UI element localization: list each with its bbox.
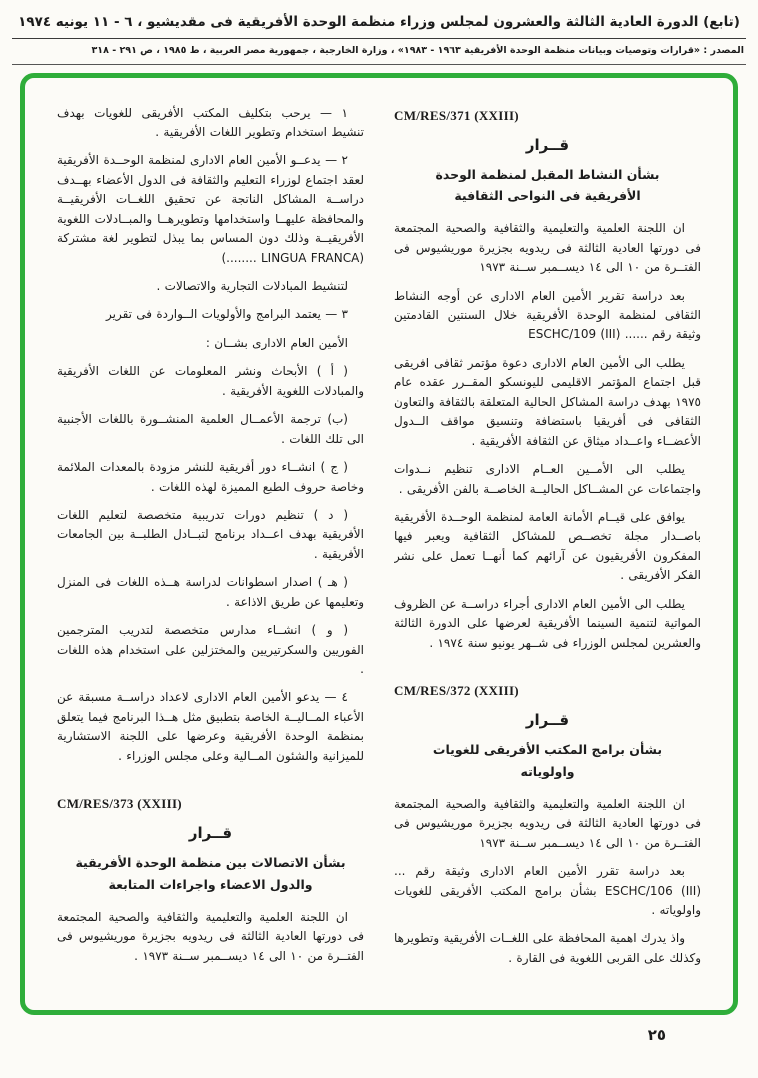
resolution-ref-372: CM/RES/372 (XXIII)	[394, 683, 519, 698]
resolution-subheading: بشأن الاتصالات بين منظمة الوحدة الأفريقية والدول الاعضاء واجراءات المتابعة	[75, 855, 346, 893]
header-title: (تابع) الدورة العادية الثالثة والعشرون لمجلس وزراء منظمة الوحدة الأفريقية فى مقديشيو ، ٦ - ١١ يونيه ١٩٧٤	[18, 14, 740, 30]
paragraph: واذ يدرك اهمية المحافظة على اللغــات الأفريقية وتطويرها وكذلك على القربى اللغوية فى القارة .	[394, 931, 701, 965]
paragraph: ٣ — يعتمد البرامج والأولويات الــواردة فى تقرير	[105, 307, 348, 322]
paragraph: ( أ ) الأبحاث ونشر المعلومات عن اللغات الأفريقية والمبادلات اللغوية الأفريقية .	[57, 364, 364, 398]
header-divider-top	[12, 38, 746, 39]
paragraph: ان اللجنة العلمية والتعليمية والثقافية والصحية المجتمعة فى دورتها العادية الثالثة فى ريدويه بجزيرة موريشيوس فى الفتــرة من ١٠ الى ١٤ ديســمبر ســنة ١٩٧٣	[394, 796, 701, 850]
paragraph: ( ج ) انشــاء دور أفريقية للنشر مزودة بالمعدات الملائمة وخاصة حروف الطبع المميزة لهذه اللغات .	[57, 460, 364, 494]
paragraph: يوافق على قيــام الأمانة العامة لمنظمة الوحــدة الأفريقية باصــدار مجلة تخصــص للمشاكل الثقافية ويعبر فيها المفكرون الأفريقيون عن آرائهم كما أنهــا تعمل على نشر الفكر الأفريقى .	[394, 509, 701, 583]
paragraph: ٢ — يدعــو الأمين العام الادارى لمنظمة الوحــدة الأفريقية لعقد اجتماع لوزراء التعليم والثقافة فى الدول الأعضاء بهــدف دراســة المشاكل الناتجة عن تحقيق اللغــات الأفريقيــة والمحافظة عليهــا واستخدامها وتطويرهــا والمبــادلات اللغوية الأفريقيــة وذلك دون المساس بما يبذل لتطوير لغة مشتركة (LINGUA FRANCA ........)	[57, 153, 364, 265]
paragraph: يطلب الى الأمــين العــام الادارى تنظيم نــدوات واجتماعات عن المشــاكل الحاليــة الخاصــة بالفن الأفريقى .	[394, 462, 701, 496]
resolution-heading: قــرار	[525, 135, 570, 154]
header-divider-bottom	[12, 64, 746, 65]
resolution-subheading: بشأن النشاط المقبل لمنظمة الوحدة الأفريقية فى النواحى الثقافية	[435, 166, 660, 204]
paragraph: (ب) ترجمة الأعمــال العلمية المنشــورة باللغات الأجنبية الى تلك اللغات .	[57, 412, 364, 446]
paragraph: يطلب الى الأمين العام الادارى دعوة مؤتمر ثقافى افريقى قبل اجتماع المؤتمر الاقليمى لليونسكو المقــرر عقده عام ١٩٧٥ بهدف دراسة المشاكل الحالية المتعلقة بالثقافة والتعاون الثقافى فى أفريقيا باستضافة وتنسيق مواقف الــدول الأعضــاء واعــداد ميثاق عن الثقافة الأفريقية .	[394, 355, 701, 448]
paragraph: الأمين العام الادارى بشــان :	[205, 335, 348, 350]
two-column-layout	[57, 104, 701, 994]
paragraph: ٤ — يدعو الأمين العام الادارى لاعداد دراســة مسبقة عن الأعباء المــاليــة الخاصة بتطبيق مثل هــذا البرنامج فيما يتعلق بمنظمة الوحدة الأفريقية وعرضها على اللجنة الاستشارية للميزانية والشئون المــالية وعلى مجلس الوزراء .	[57, 690, 364, 763]
resolution-ref-373: CM/RES/373 (XXIII)	[57, 796, 182, 812]
header-source: المصدر : «قرارات وتوصيات وبيانات منظمة الوحدة الأفريقية ١٩٦٣ - ١٩٨٣» ، وزارة الخارجية ، جمهورية مصر العربية ، ط ١٩٨٥ ، ص ٢٩١ - ٣١٨	[91, 45, 744, 57]
page-footer	[0, 1025, 758, 1044]
paragraph: بعد دراسة تقرر الأمين العام الادارى وثيقة رقم ... ESCHC/106 (III) بشأن برامج المكتب الأفريقى للغويات واولوياته .	[394, 864, 701, 917]
resolution-ref-371: CM/RES/371 (XXIII)	[394, 107, 519, 123]
paragraph: ان اللجنة العلمية والتعليمية والثقافية والصحية المجتمعة فى دورتها العادية الثالثة فى ريدويه بجزيرة موريشيوس فى الفتــرة من ١٠ الى ١٤ ديســمبر ســنة ١٩٧٣ .	[57, 909, 364, 963]
paragraph: ١ — يرحب بتكليف المكتب الأفريقى للغويات بهدف تنشيط استخدام وتطوير اللغات الأفريقية .	[57, 105, 364, 139]
paragraph: ( و ) انشــاء مدارس متخصصة لتدريب المترجمين الفوريين والسكرتيريين والمختزلين على استخدام هذه اللغات .	[57, 623, 364, 676]
paragraph: ان اللجنة العلمية والتعليمية والثقافية والصحية المجتمعة فى دورتها العادية الثالثة فى ريدويه بجزيرة موريشيوس فى الفتــرة من ١٠ الى ١٤ ديســمبر ســنة ١٩٧٣	[394, 221, 701, 275]
resolution-heading: قــرار	[188, 824, 233, 843]
column-right	[394, 104, 701, 994]
paragraph: بعد دراسة تقرير الأمين العام الادارى عن أوجه النشاط الثقافى لمنظمة الوحدة الأفريقية خلال السنتين القادمتين وثيقة رقم ...... ESCHC/109 (III)	[394, 288, 701, 342]
column-left	[57, 104, 364, 994]
resolution-heading: قــرار	[525, 711, 570, 729]
page-number: ٢٥	[647, 1025, 666, 1044]
page-header	[0, 0, 758, 65]
content-frame	[20, 73, 738, 1015]
resolution-subheading: بشأن برامج المكتب الأفريقى للغويات واولوياته	[432, 742, 663, 779]
paragraph: يطلب الى الأمين العام الادارى أجراء دراســة عن الظروف المواتية لتنمية السينما الأفريقية لعرضها على الدورة الثالثة والعشرين لمجلس الوزراء فى شــهر يونيو سنة ١٩٧٤ .	[394, 596, 701, 650]
paragraph: لتنشيط المبادلات التجارية والاتصالات .	[156, 279, 348, 293]
paragraph: ( هـ ) اصدار اسطوانات لدراسة هــذه اللغات فى المنزل وتعليمها عن طريق الاذاعة .	[57, 575, 364, 609]
paragraph: ( د ) تنظيم دورات تدريبية متخصصة لتعليم اللغات الأفريقية بهدف اعــداد برنامج لتبــادل الطلبــة بين الجامعات الأفريقية .	[57, 507, 364, 561]
